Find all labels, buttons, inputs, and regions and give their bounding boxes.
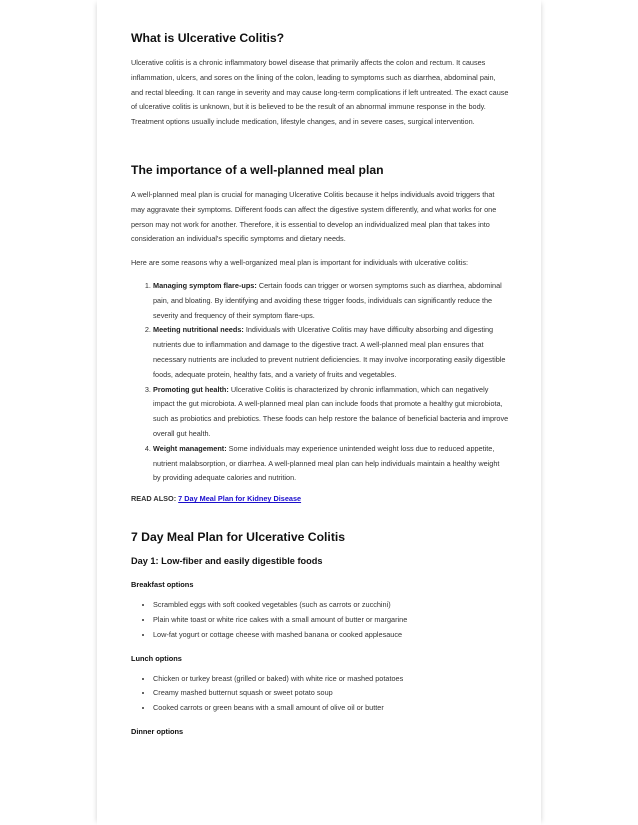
section-spacer: [131, 139, 509, 162]
read-also-link[interactable]: 7 Day Meal Plan for Kidney Disease: [178, 494, 302, 504]
heading-breakfast: Breakfast options: [131, 580, 194, 590]
article-content: [131, 30, 509, 748]
reason-title: Managing symptom flare-ups:: [153, 280, 257, 290]
reason-text: Some individuals may experience unintended weight loss due to reduced appetite, nutrient malabsorption, or diarrhea. A well-planned meal plan can help individuals maintain a healthy weight by providing adequate calories and nutrition.: [153, 443, 500, 483]
list-item: • Chicken or turkey breast (grilled or baked) with white rice or mashed potatoes: [153, 672, 509, 687]
reason-title: Meeting nutritional needs:: [153, 325, 244, 335]
heading-meal-plan: 7 Day Meal Plan for Ulcerative Colitis: [131, 530, 346, 545]
heading-day-1: Day 1: Low-fiber and easily digestible foods: [131, 556, 323, 567]
list-item: • Creamy mashed butternut squash or sweet potato soup: [153, 686, 509, 701]
reasons-list: [131, 279, 509, 486]
reason-text: Individuals with Ulcerative Colitis may have difficulty absorbing and digesting nutrients due to inflammation and damage to the digestive tract. A well-planned meal plan ensures that necessary nutrients are included to prevent nutrient deficiencies. It may involve incorporating easily digestible foods, adequate protein, healthy fats, and a variety of fruits and vegetables.: [153, 325, 506, 379]
reason-title: Promoting gut health:: [153, 384, 229, 394]
heading-importance: The importance of a well-planned meal plan: [131, 162, 384, 177]
lunch-list: [131, 672, 509, 716]
paragraph-what-is: Ulcerative colitis is a chronic inflammatory bowel disease that primarily affects the colon and rectum. It causes inflammation, ulcers, and sores on the lining of the colon, leading to symptoms such as diarrhea, abdominal pain, and rectal bleeding. It can range in severity and may cause long-term complications if left untreated. The exact cause of ulcerative colitis is unknown, but it is believed to be the result of an abnormal immune response in the body. Treatment options usually include medication, lifestyle changes, and in severe cases, surgical intervention.: [131, 58, 509, 127]
list-item: [153, 279, 509, 323]
list-item: • Low-fat yogurt or cottage cheese with mashed banana or cooked applesauce: [153, 628, 509, 643]
read-also-label: READ ALSO:: [131, 494, 177, 504]
heading-lunch: Lunch options: [131, 653, 182, 663]
list-item: • Cooked carrots or green beans with a small amount of olive oil or butter: [153, 701, 509, 716]
reason-title: Weight management:: [153, 443, 227, 453]
breakfast-list: [131, 598, 509, 642]
section-spacer: [131, 505, 509, 529]
list-item: [153, 442, 509, 486]
paragraph-importance: A well-planned meal plan is crucial for managing Ulcerative Colitis because it helps individuals avoid triggers that may aggravate their symptoms. Different foods can affect the digestive system differently, and what works for one person may not work for another. Therefore, it is essential to develop an individualized meal plan that takes into consideration an individual's specific symptoms and dietary needs.: [131, 189, 497, 244]
list-item: • Plain white toast or white rice cakes with a small amount of butter or margarine: [153, 613, 509, 628]
heading-what-is: What is Ulcerative Colitis?: [131, 31, 285, 45]
paragraph-reasons-intro: Here are some reasons why a well-organized meal plan is important for individuals with ulcerative colitis:: [131, 258, 469, 268]
read-also: [131, 493, 509, 505]
list-item: [153, 323, 509, 382]
list-item: [153, 383, 509, 442]
document-page: [97, 0, 541, 825]
reason-text: Certain foods can trigger or worsen symptoms such as diarrhea, abdominal pain, and bloating. By identifying and avoiding these trigger foods, individuals can significantly reduce the severity and frequency of their symptom flare-ups.: [153, 280, 502, 320]
heading-dinner: Dinner options: [131, 726, 184, 736]
list-item: • Scrambled eggs with soft cooked vegetables (such as carrots or zucchini): [153, 598, 509, 613]
reason-text: Ulcerative Colitis is characterized by chronic inflammation, which can negatively impact the gut microbiota. A well-planned meal plan can include foods that promote a healthy gut microbiota, such as probiotics and prebiotics. These foods can help restore the balance of beneficial bacteria and improve overall gut health.: [153, 384, 509, 438]
